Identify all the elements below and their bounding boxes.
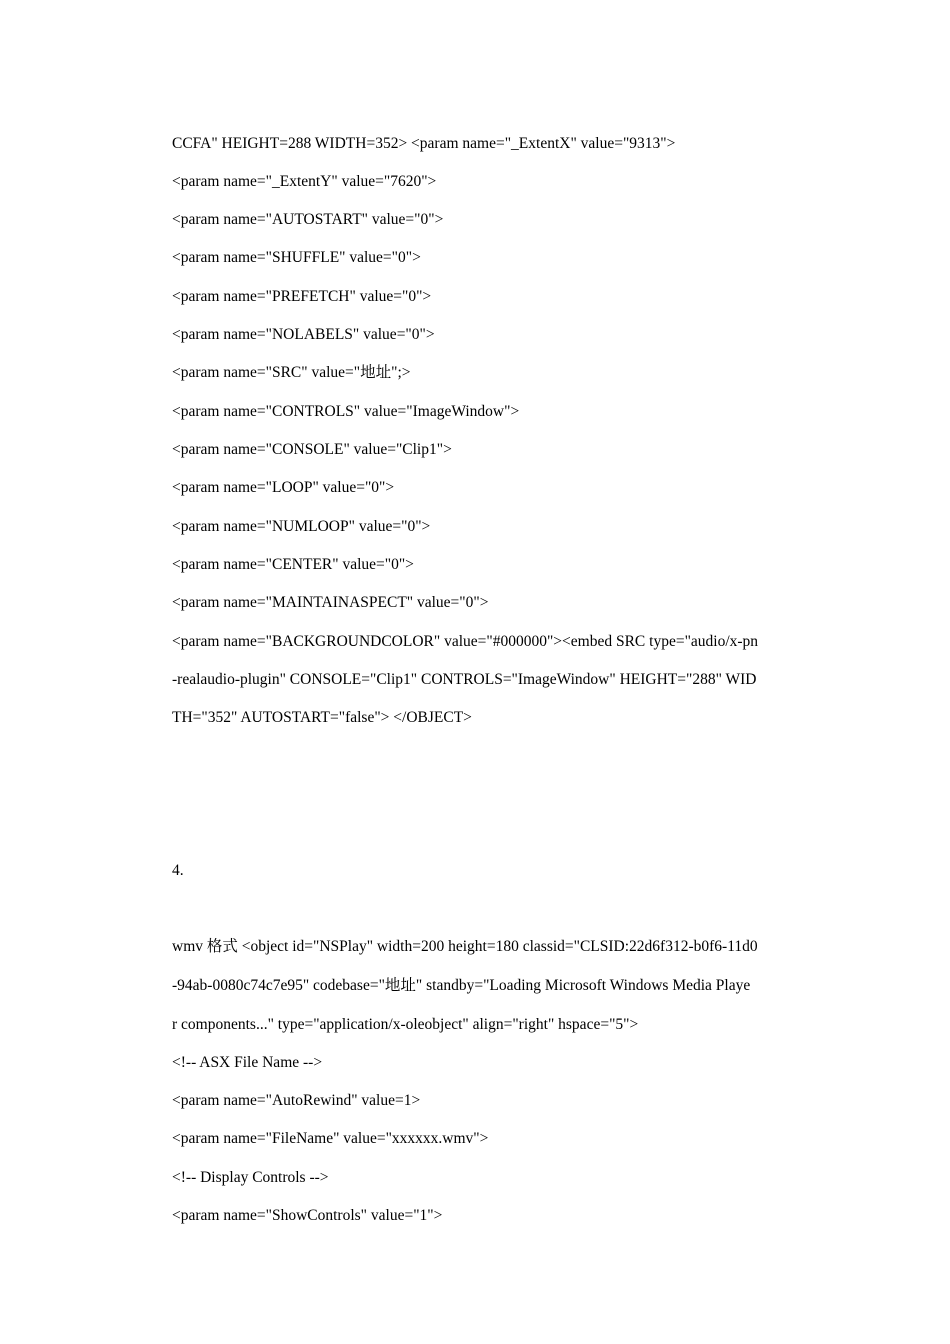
text-line: -94ab-0080c74c7e95" codebase="地址" standby="Loading Microsoft Windows Media Playe — [172, 977, 751, 994]
text-line: <param name="SHUFFLE" value="0"> — [172, 249, 421, 266]
text-line: <param name="LOOP" value="0"> — [172, 479, 395, 496]
text-line: <param name="FileName" value="xxxxxx.wmv"> — [172, 1130, 489, 1147]
text-line: <param name="AUTOSTART" value="0"> — [172, 211, 444, 228]
text-line: <!-- Display Controls --> — [172, 1169, 329, 1186]
text-line: <!-- ASX File Name --> — [172, 1054, 323, 1071]
text-line: <param name="MAINTAINASPECT" value="0"> — [172, 594, 489, 611]
text-line: <param name="SRC" value="地址";> — [172, 364, 411, 381]
text-line: <param name="AutoRewind" value=1> — [172, 1092, 421, 1109]
section-number: 4. — [172, 862, 184, 879]
text-line: <param name="NUMLOOP" value="0"> — [172, 518, 431, 535]
text-line: <param name="NOLABELS" value="0"> — [172, 326, 435, 343]
text-line: r components..." type="application/x-oleobject" align="right" hspace="5"> — [172, 1016, 639, 1033]
text-line: <param name="PREFETCH" value="0"> — [172, 288, 432, 305]
text-line: wmv 格式 <object id="NSPlay" width=200 height=180 classid="CLSID:22d6f312-b0f6-11d0 — [172, 938, 758, 955]
text-line: TH="352" AUTOSTART="false"> </OBJECT> — [172, 709, 472, 726]
text-line: <param name="CONTROLS" value="ImageWindow"> — [172, 403, 520, 420]
text-line: <param name="CENTER" value="0"> — [172, 556, 414, 573]
text-line: <param name="_ExtentY" value="7620"> — [172, 173, 437, 190]
text-line: <param name="CONSOLE" value="Clip1"> — [172, 441, 452, 458]
text-line: <param name="BACKGROUNDCOLOR" value="#000000"><embed SRC type="audio/x-pn — [172, 633, 759, 650]
text-line: -realaudio-plugin" CONSOLE="Clip1" CONTROLS="ImageWindow" HEIGHT="288" WID — [172, 671, 757, 688]
text-line: <param name="ShowControls" value="1"> — [172, 1207, 443, 1224]
text-line: CCFA" HEIGHT=288 WIDTH=352> <param name="_ExtentX" value="9313"> — [172, 135, 676, 152]
